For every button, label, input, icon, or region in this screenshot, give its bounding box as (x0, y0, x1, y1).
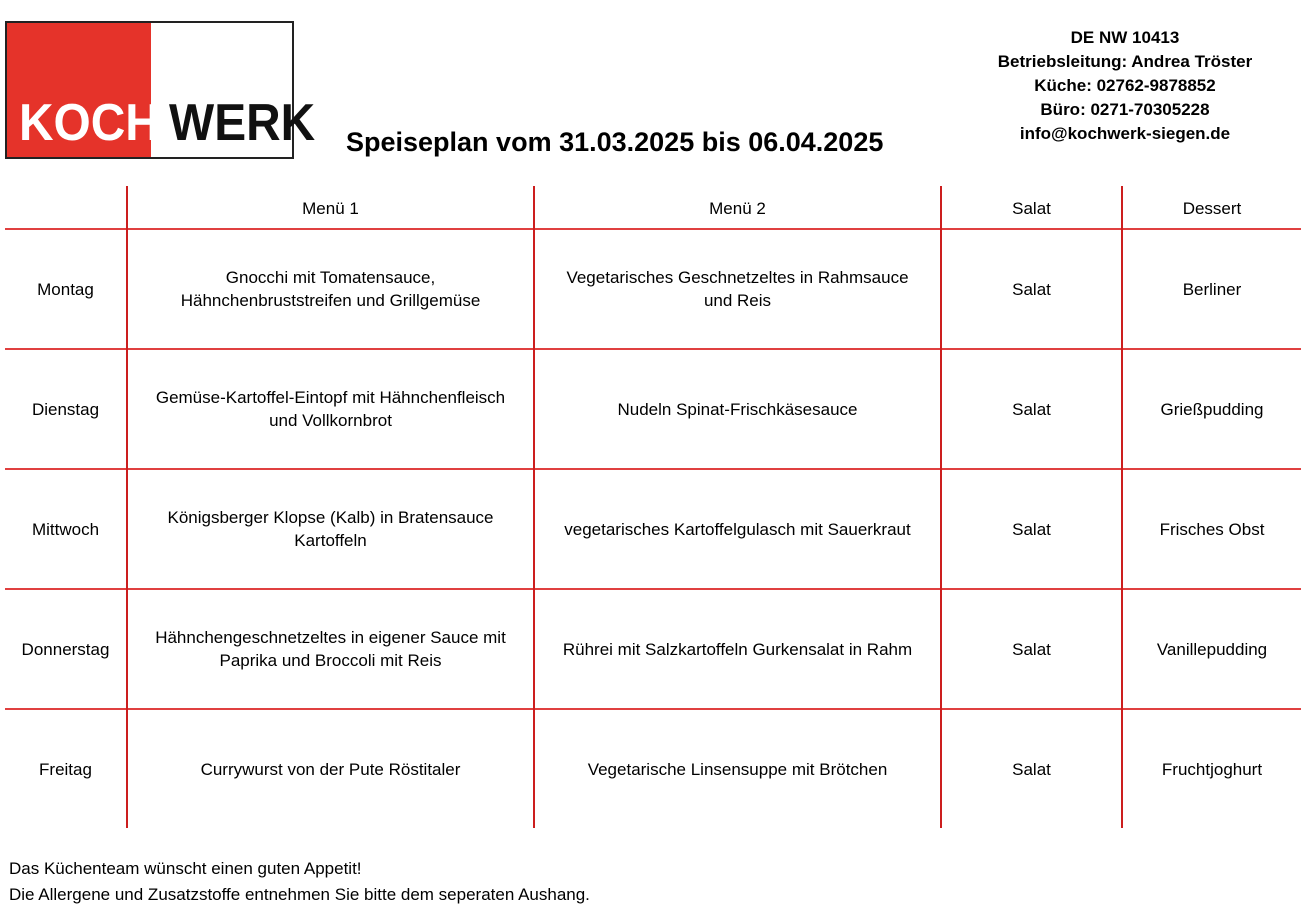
menu1-line1: Königsberger Klopse (Kalb) in Bratensauce (167, 508, 494, 527)
day-cell: Montag (5, 229, 127, 349)
menu2-line1: Vegetarisches Geschnetzeltes in Rahmsauce (566, 268, 909, 287)
menu2-cell: Rührei mit Salzkartoffeln Gurkensalat in Rahm (534, 589, 941, 709)
footer-greeting: Das Küchenteam wünscht einen guten Appetit! (9, 859, 362, 878)
contact-office-phone: Büro: 0271-70305228 (1040, 100, 1210, 119)
menu1-line2: Hähnchenbruststreifen und Grillgemüse (180, 291, 481, 310)
page-title: Speiseplan vom 31.03.2025 bis 06.04.2025 (346, 127, 884, 157)
menu2-line2: und Reis (703, 291, 772, 310)
logo-word-koch: KOCH (19, 94, 160, 152)
menu1-line2: Kartoffeln (294, 531, 367, 550)
table-row (5, 349, 1301, 469)
menu1-line1: Gemüse-Kartoffel-Eintopf mit Hähnchenfleisch (155, 388, 506, 407)
contact-block (960, 26, 1290, 146)
menu1-cell (127, 229, 534, 349)
day-cell: Dienstag (5, 349, 127, 469)
table-row (5, 469, 1301, 589)
table-row (5, 229, 1301, 349)
menu1-line2: und Vollkornbrot (269, 411, 392, 430)
day-cell: Freitag (5, 709, 127, 828)
contact-id: DE NW 10413 (1070, 28, 1180, 47)
header-day (5, 186, 127, 229)
dessert-cell: Grießpudding (1122, 349, 1301, 469)
contact-kitchen-phone: Küche: 02762-9878852 (1034, 76, 1216, 95)
dessert-cell: Fruchtjoghurt (1122, 709, 1301, 828)
menu2-cell: vegetarisches Kartoffelgulasch mit Sauerkraut (534, 469, 941, 589)
menu-table (5, 186, 1301, 828)
salad-cell: Salat (941, 589, 1122, 709)
menu2-cell: Vegetarische Linsensuppe mit Brötchen (534, 709, 941, 828)
salad-cell: Salat (941, 229, 1122, 349)
salad-cell: Salat (941, 469, 1122, 589)
menu1-cell: Currywurst von der Pute Röstitaler (127, 709, 534, 828)
menu2-cell: Nudeln Spinat-Frischkäsesauce (534, 349, 941, 469)
logo-word-werk: WERK (169, 94, 316, 152)
menu2-cell (534, 229, 941, 349)
header-menu2: Menü 2 (534, 186, 941, 229)
menu1-cell (127, 349, 534, 469)
table-row (5, 709, 1301, 828)
table-row (5, 589, 1301, 709)
dessert-cell: Berliner (1122, 229, 1301, 349)
footer-allergen-note: Die Allergene und Zusatzstoffe entnehmen Sie bitte dem seperaten Aushang. (9, 885, 590, 904)
contact-email: info@kochwerk-siegen.de (1019, 124, 1231, 143)
menu1-line2: Paprika und Broccoli mit Reis (219, 651, 442, 670)
salad-cell: Salat (941, 349, 1122, 469)
menu1-line1: Gnocchi mit Tomatensauce, (225, 268, 436, 287)
table-header-row (5, 186, 1301, 229)
kochwerk-logo (5, 21, 316, 159)
contact-management: Betriebsleitung: Andrea Tröster (997, 52, 1253, 71)
header-salad: Salat (941, 186, 1122, 229)
logo-text (19, 94, 316, 152)
day-cell: Mittwoch (5, 469, 127, 589)
dessert-cell: Frisches Obst (1122, 469, 1301, 589)
header-dessert: Dessert (1122, 186, 1301, 229)
header-menu1: Menü 1 (127, 186, 534, 229)
menu1-line1: Hähnchengeschnetzeltes in eigener Sauce mit (155, 628, 506, 647)
footer-notes (9, 856, 590, 908)
menu1-cell (127, 469, 534, 589)
dessert-cell: Vanillepudding (1122, 589, 1301, 709)
menu1-cell (127, 589, 534, 709)
day-cell: Donnerstag (5, 589, 127, 709)
salad-cell: Salat (941, 709, 1122, 828)
